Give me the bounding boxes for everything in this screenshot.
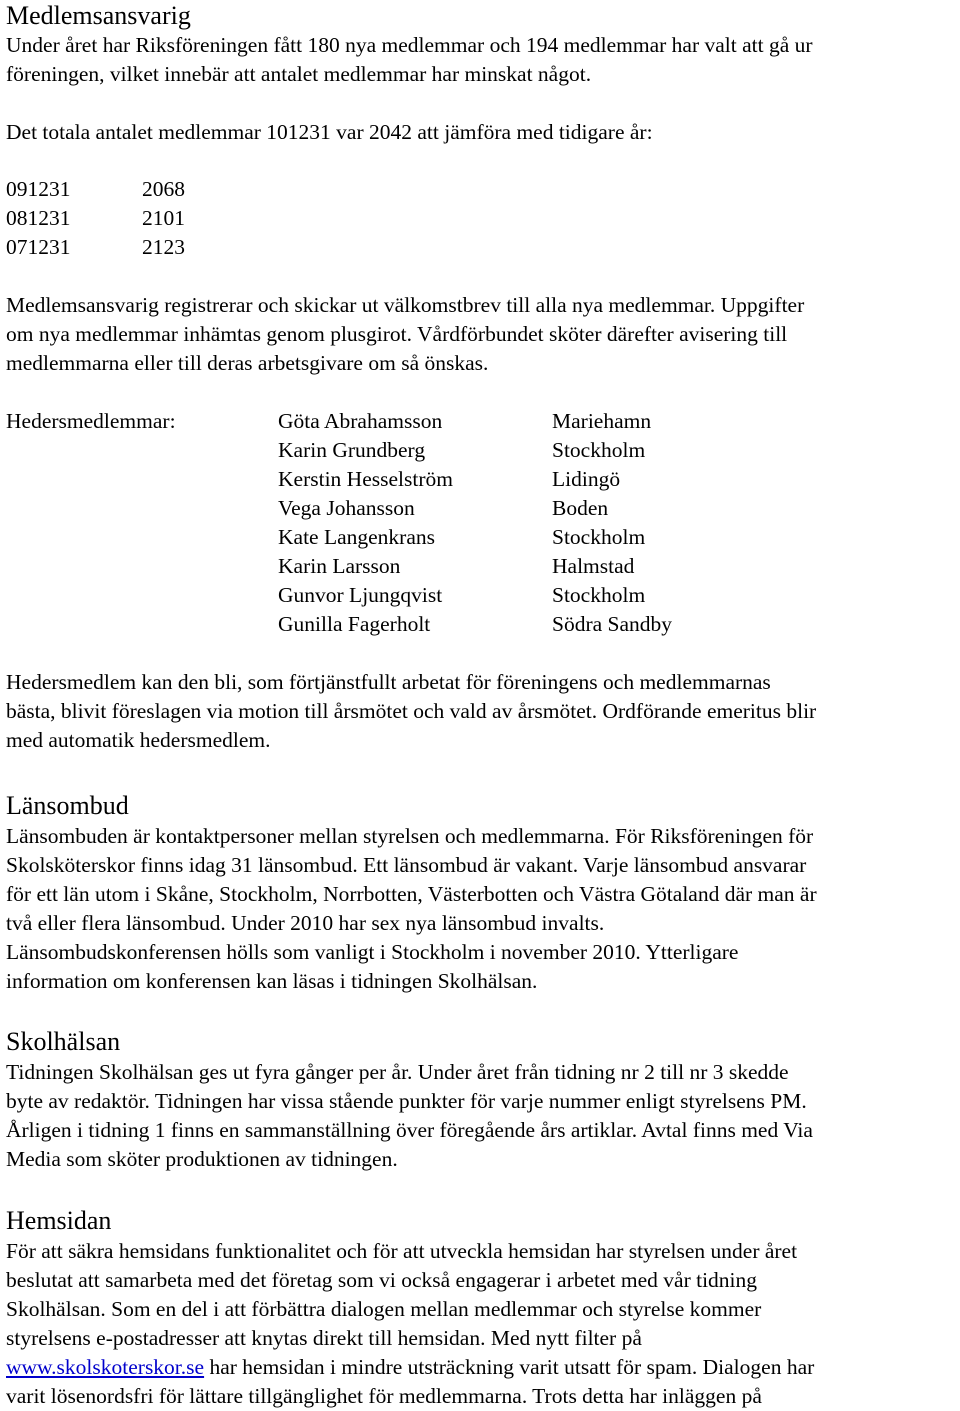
paragraph-line: Skolsköterskor finns idag 31 länsombud. Ett länsombud är vakant. Varje länsombud ansvarar	[6, 853, 807, 877]
heading-skolhalsan: Skolhälsan	[6, 1027, 121, 1056]
honorary-city: Stockholm	[552, 583, 646, 607]
paragraph-line: För att säkra hemsidans funktionalitet och för att utveckla hemsidan har styrelsen under året	[6, 1239, 798, 1263]
paragraph-line: Länsombuden är kontaktpersoner mellan styrelsen och medlemmarna. För Riksföreningen för	[6, 824, 814, 848]
heading-medlemsansvarig: Medlemsansvarig	[6, 1, 191, 30]
history-count: 2123	[142, 235, 185, 259]
honorary-name: Gunilla Fagerholt	[278, 612, 431, 636]
paragraph-line: byte av redaktör. Tidningen har vissa stående punkter för varje nummer enligt styrelsens PM.	[6, 1089, 807, 1113]
paragraph-line: Under året har Riksföreningen fått 180 nya medlemmar och 194 medlemmar har valt att gå ur	[6, 33, 813, 57]
honorary-city: Boden	[552, 496, 609, 520]
paragraph-line: om nya medlemmar inhämtas genom plusgirot. Vårdförbundet sköter därefter avisering till	[6, 322, 788, 346]
history-date: 071231	[6, 235, 71, 259]
paragraph-line: två eller flera länsombud. Under 2010 har sex nya länsombud invalts.	[6, 911, 605, 935]
honorary-city: Mariehamn	[552, 409, 652, 433]
history-count: 2101	[142, 206, 185, 230]
heading-lansombud: Länsombud	[6, 791, 129, 820]
history-date: 091231	[6, 177, 71, 201]
history-count: 2068	[142, 177, 185, 201]
honorary-city: Lidingö	[552, 467, 621, 491]
paragraph-line: styrelsens e-postadresser att knytas direkt till hemsidan. Med nytt filter på	[6, 1326, 642, 1350]
paragraph-line: med automatik hedersmedlem.	[6, 728, 271, 752]
paragraph-line: Det totala antalet medlemmar 101231 var 2042 att jämföra med tidigare år:	[6, 120, 653, 144]
honorary-city: Södra Sandby	[552, 612, 673, 636]
honorary-city: Stockholm	[552, 525, 646, 549]
paragraph-line: medlemmarna eller till deras arbetsgivare om så önskas.	[6, 351, 489, 375]
paragraph-line: föreningen, vilket innebär att antalet medlemmar har minskat något.	[6, 62, 592, 86]
paragraph-line: beslutat att samarbeta med det företag som vi också engagerar i arbetet med vår tidning	[6, 1268, 758, 1292]
paragraph-line: Hedersmedlem kan den bli, som förtjänstfullt arbetat för föreningens och medlemmarnas	[6, 670, 771, 694]
paragraph-line: Länsombudskonferensen hölls som vanligt i Stockholm i november 2010. Ytterligare	[6, 940, 739, 964]
link-trailing-text: har hemsidan i mindre utsträckning varit utsatt för spam. Dialogen har	[204, 1355, 815, 1379]
paragraph-line: Skolhälsan. Som en del i att förbättra dialogen mellan medlemmar och styrelse kommer	[6, 1297, 762, 1321]
honorary-name: Karin Grundberg	[278, 438, 426, 462]
honorary-name: Gunvor Ljungqvist	[278, 583, 443, 607]
honorary-name: Kate Langenkrans	[278, 525, 435, 549]
paragraph-line: Tidningen Skolhälsan ges ut fyra gånger per år. Under året från tidning nr 2 till nr 3 skedde	[6, 1060, 789, 1084]
paragraph-line	[6, 1353, 814, 1382]
paragraph-line: för ett län utom i Skåne, Stockholm, Norrbotten, Västerbotten och Västra Götaland där man är	[6, 882, 817, 906]
paragraph-line: information om konferensen kan läsas i tidningen Skolhälsan.	[6, 969, 538, 993]
honorary-label: Hedersmedlemmar:	[6, 409, 176, 433]
paragraph-line: Medlemsansvarig registrerar och skickar ut välkomstbrev till alla nya medlemmar. Uppgifter	[6, 293, 805, 317]
paragraph-line: Media som sköter produktionen av tidningen.	[6, 1147, 398, 1171]
honorary-name: Karin Larsson	[278, 554, 401, 578]
website-link[interactable]: www.skolskoterskor.se	[6, 1355, 205, 1379]
heading-hemsidan: Hemsidan	[6, 1206, 112, 1235]
paragraph-line: bästa, blivit föreslagen via motion till årsmötet och vald av årsmötet. Ordförande emeritus blir	[6, 699, 817, 723]
paragraph-line: Årligen i tidning 1 finns en sammanställning över föregående års artiklar. Avtal finns med Via	[6, 1118, 813, 1142]
honorary-name: Kerstin Hesselström	[278, 467, 453, 491]
honorary-name: Vega Johansson	[278, 496, 415, 520]
history-date: 081231	[6, 206, 71, 230]
paragraph-line: varit lösenordsfri för lättare tillgänglighet för medlemmarna. Trots detta har inläggen på	[6, 1384, 762, 1408]
honorary-name: Göta Abrahamsson	[278, 409, 443, 433]
honorary-city: Halmstad	[552, 554, 635, 578]
honorary-city: Stockholm	[552, 438, 646, 462]
